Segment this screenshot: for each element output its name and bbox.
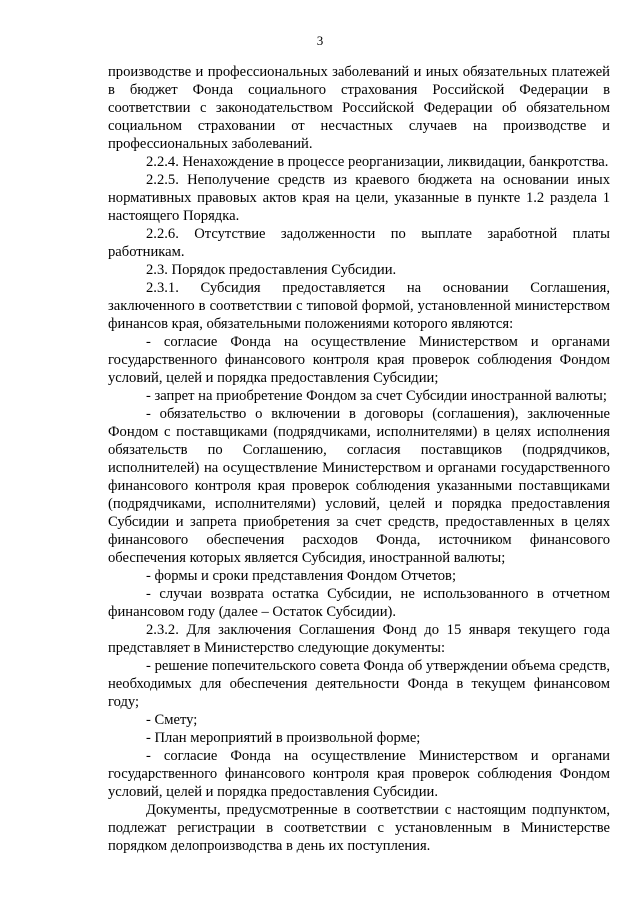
page-number: 3 bbox=[316, 33, 324, 48]
paragraph: производстве и профессиональных заболеваний и иных обязательных платежей в бюджет Фонда социального страхования Российской Федерации в соответствии с законодательством Российской Федерации об обязательном социальном страховании от несчастных случаев на производстве и профессиональных заболеваний. bbox=[108, 64, 610, 152]
document-body bbox=[108, 63, 610, 855]
list-item: - согласие Фонда на осуществление Министерством и органами государственного финансового контроля края проверок соблюдения Фондом условий, целей и порядка предоставления Субсидии. bbox=[108, 748, 610, 800]
paragraph: Документы, предусмотренные в соответствии с настоящим подпунктом, подлежат регистрации в соответствии с установленным в Министерстве порядком делопроизводства в день их поступления. bbox=[108, 802, 610, 854]
paragraph: 2.2.6. Отсутствие задолженности по выплате заработной платы работникам. bbox=[108, 226, 610, 260]
paragraph: 2.2.4. Ненахождение в процессе реорганизации, ликвидации, банкротства. bbox=[146, 154, 609, 170]
paragraph: 2.2.5. Неполучение средств из краевого бюджета на основании иных нормативных правовых актов края на цели, указанные в пункте 1.2 раздела 1 настоящего Порядка. bbox=[108, 172, 610, 224]
list-item: - согласие Фонда на осуществление Министерством и органами государственного финансового контроля края проверок соблюдения Фондом условий, целей и порядка предоставления Субсидии; bbox=[108, 334, 610, 386]
list-item: - Смету; bbox=[146, 712, 198, 728]
paragraph: 2.3. Порядок предоставления Субсидии. bbox=[146, 262, 397, 278]
list-item: - запрет на приобретение Фондом за счет Субсидии иностранной валюты; bbox=[146, 388, 607, 404]
paragraph: 2.3.1. Субсидия предоставляется на основании Соглашения, заключенного в соответствии с типовой формой, установленной министерством финансов края, обязательными положениями которого являются: bbox=[108, 280, 610, 332]
list-item: - решение попечительского совета Фонда об утверждении объема средств, необходимых для обеспечения деятельности Фонда в текущем финансовом году; bbox=[108, 658, 610, 710]
list-item: - формы и сроки представления Фондом Отчетов; bbox=[146, 568, 456, 584]
paragraph: 2.3.2. Для заключения Соглашения Фонд до 15 января текущего года представляет в Министерство следующие документы: bbox=[108, 622, 610, 656]
list-item: - обязательство о включении в договоры (соглашения), заключенные Фондом с поставщиками (подрядчиками, исполнителями) в целях исполнения обязательств по Соглашению, согласия поставщиков (подрядчиков, исполнителей) на осуществление Министерством и органами государственного финансового контроля края проверок соблюдения указанными поставщиками (подрядчиками, исполнителями) условий, целей и порядка предоставления Субсидии и запрета приобретения за счет средств, предоставленных в целях финансового обеспечения расходов Фонда, источником финансового обеспечения которых является Субсидия, иностранной валюты; bbox=[108, 406, 610, 566]
list-item: - случаи возврата остатка Субсидии, не использованного в отчетном финансовом году (далее – Остаток Субсидии). bbox=[108, 586, 610, 620]
list-item: - План мероприятий в произвольной форме; bbox=[146, 730, 421, 746]
